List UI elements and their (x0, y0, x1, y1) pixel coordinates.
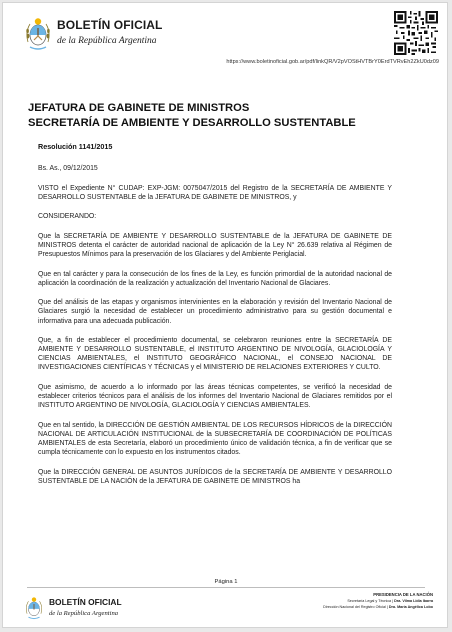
footer-brand-name: BOLETÍN OFICIAL (49, 597, 122, 607)
header-logo[interactable] (25, 16, 195, 56)
paragraph: Que la SECRETARÍA DE AMBIENTE Y DESARROLLO SUSTENTABLE de la JEFATURA DE GABINETE DE MINISTROS detenta el carácter de autoridad nacional de aplicación de la Ley N° 26.639 relativa al Régimen de Presupuestos Mínimos para la preservación de los Glaciares y del Ambiente Periglacial. (38, 232, 392, 259)
brand-subtitle: de la República Argentina (57, 36, 157, 46)
footer-brand-subtitle: de la República Argentina (49, 610, 119, 617)
presidency-label: PRESIDENCIA DE LA NACIÓN (373, 592, 433, 597)
paragraph: Que en tal carácter y para la consecución de los fines de la Ley, es función primordial de la autoridad nacional de aplicación la coordinación de la realización y actualización del Inventario Nacional de Glaciares. (38, 270, 392, 287)
title-line-2: SECRETARÍA DE AMBIENTE Y DESARROLLO SUSTENTABLE (28, 117, 356, 129)
footer-credits (265, 591, 433, 611)
document-title (28, 101, 428, 131)
document-url[interactable]: https://www.boletinoficial.gob.ar/pdf/linkQR/V2pVOStHVTBrY0ErdTVRvEh2ZkU0dz09 (226, 59, 439, 65)
qr-code-icon[interactable] (394, 11, 438, 55)
paragraph-visto: VISTO el Expediente N° CUDAP: EXP-JGM: 0075047/2015 del Registro de la SECRETARÍA DE AMBIENTE Y DESARROLLO SUSTENTABLE de la JEFATURA DE GABINETE DE MINISTROS, y (38, 184, 392, 201)
credit-line-1: Secretaría Legal y Técnica | Dra. Vilma Lidia Ibarra (347, 599, 433, 603)
paragraph: Que del análisis de las etapas y organismos intervinientes en la elaboración y revisión del Inventario Nacional de Glaciares surgió la necesidad de establecer un procedimiento administrativo para su gestión documental e informativa para una adecuada publicación. (38, 299, 392, 325)
page-number: Página 1 (214, 579, 238, 585)
paragraph: Que asimismo, de acuerdo a lo informado por las áreas técnicas competentes, se verificó la necesidad de establecer criterios técnicos para el análisis de los informes del Inventario Nacional de Glaciares remitidos por el INSTITUTO ARGENTINO DE NIVOLOGÍA, GLACIOLOGÍA Y CIENCIAS AMBIENTALES. (38, 384, 392, 410)
footer-logo[interactable] (25, 595, 195, 623)
coat-of-arms-icon (25, 16, 51, 50)
footer-divider (27, 587, 425, 588)
title-line-1: JEFATURA DE GABINETE DE MINISTROS (28, 102, 250, 114)
paragraph: Que, a fin de establecer el procedimiento documental, se celebraron reuniones entre la SECRETARÍA DE AMBIENTE Y DESARROLLO SUSTENTABLE, el INSTITUTO ARGENTINO DE NIVOLOGÍA, GLACIOLOGÍA Y CIENCIAS AMBIENTALES, el INSTITUTO GEOGRÁFICO NACIONAL, el CONSEJO NACIONAL DE INVESTIGACIONES CIENTÍFICAS Y TÉCNICAS y el MINISTERIO DE RELACIONES EXTERIORES Y CULTO. (38, 337, 392, 372)
paragraph-date: Bs. As., 09/12/2015 (38, 165, 98, 172)
paragraph-considerando: CONSIDERANDO: (38, 213, 97, 221)
document-page (2, 2, 448, 628)
paragraph: Que la DIRECCIÓN GENERAL DE ASUNTOS JURÍDICOS de la SECRETARÍA DE AMBIENTE Y DESARROLLO SUSTENTABLE DE LA NACIÓN de la JEFATURA DE GABINETE DE MINISTROS ha (38, 468, 392, 485)
document-body (38, 164, 392, 496)
coat-of-arms-icon (25, 595, 43, 620)
paragraph: Que en tal sentido, la DIRECCIÓN DE GESTIÓN AMBIENTAL DE LOS RECURSOS HÍDRICOS de la DIRECCIÓN NACIONAL DE ARTICULACIÓN INSTITUCIONAL de la SUBSECRETARÍA DE COORDINACIÓN DE POLÍTICAS AMBIENTALES de esta Secretaría, elaboró un procedimiento único de validación técnica, a fin de verificar que se cumpla técnicamente con lo expuesto en los instrumentos citados. (38, 421, 392, 457)
resolution-number: Resolución 1141/2015 (38, 142, 113, 151)
brand-name: BOLETÍN OFICIAL (57, 18, 163, 32)
credit-line-2: Dirección Nacional del Registro Oficial | Dra. María Angélica Lobo (323, 605, 433, 610)
